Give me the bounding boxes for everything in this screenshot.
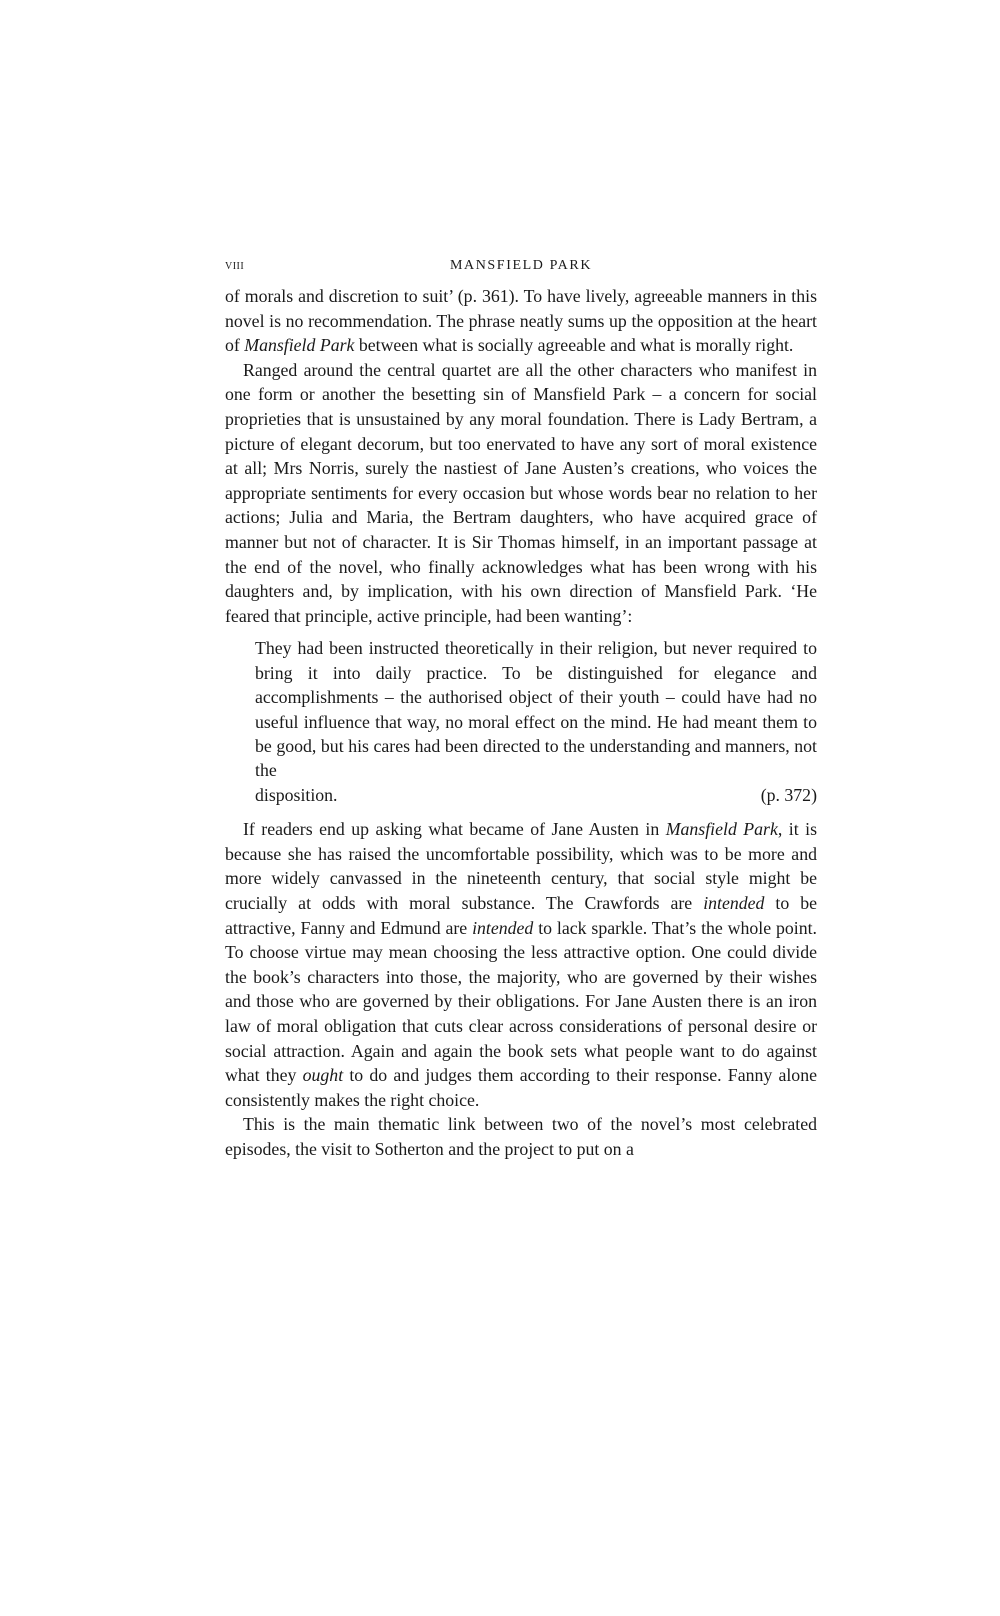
paragraph-3: [225, 817, 817, 1112]
block-quote: [255, 636, 817, 807]
paragraph-3-text-a: If readers end up asking what became of Jane Austen in: [243, 819, 666, 840]
page-number: viii: [225, 258, 245, 273]
paragraph-1: [225, 284, 817, 358]
paragraph-3-text-c: , it is because she has raised the uncomfortable possibility, which was to be more and more widely canvassed in the nineteenth century, that social style might be crucially at odds with moral substance. The Crawfords are: [225, 819, 818, 913]
block-quote-citation: (p. 372): [760, 784, 817, 805]
paragraph-1-text-c: between what is socially agreeable and what is morally right.: [354, 335, 794, 356]
paragraph-1-italic-title: Mansfield Park: [244, 335, 355, 356]
block-quote-last-word: disposition.: [255, 784, 338, 805]
paragraph-3-italic-intended-1: intended: [703, 892, 765, 913]
paragraph-3-italic-title: Mansfield Park: [665, 819, 778, 840]
paragraph-3-text-i: to do and judges them according to their response. Fanny alone consistently makes the right choice.: [225, 1065, 817, 1110]
running-head: [225, 258, 817, 280]
paragraph-3-italic-ought: ought: [302, 1065, 344, 1086]
paragraph-3-text-e: to be attractive, Fanny and Edmund are: [225, 892, 817, 938]
block-quote-text: They had been instructed theoretically in their religion, but never required to bring it into daily practice. To be distinguished for elegance and accomplishments – the authorised object of their youth – could have had no useful influence that way, no moral effect on the mind. He had meant them to be good, but his cares had been directed to the understanding and manners, not the: [255, 638, 817, 781]
paragraph-3-text-g: to lack sparkle. That’s the whole point. To choose virtue may mean choosing the less attractive option. One could divide the book’s characters into those, the majority, who are governed by their wishes and those who are governed by their obligations. For Jane Austen there is an iron law of moral obligation that cuts clear across considerations of personal desire or social attraction. Again and again the book sets what people want to do against what they: [225, 917, 818, 1086]
paragraph-2: Ranged around the central quartet are all the other characters who manifest in one form or another the besetting sin of Mansfield Park – a concern for social proprieties that is unsustained by any moral foundation. There is Lady Bertram, a picture of elegant decorum, but too enervated to have any sort of moral existence at all; Mrs Norris, surely the nastiest of Jane Austen’s creations, who voices the appropriate sentiments for every occasion but whose words bear no relation to her actions; Julia and Maria, the Bertram daughters, who have acquired grace of manner but not of character. It is Sir Thomas himself, in an important passage at the end of the novel, who finally acknowledges what has been wrong with his daughters and, by implication, with his own direction of Mansfield Park. ‘He feared that principle, active principle, had been wanting’:: [225, 359, 817, 626]
paragraph-4: This is the main thematic link between two of the novel’s most celebrated episodes, the visit to Sotherton and the project to put on a: [225, 1114, 817, 1159]
book-page: [225, 258, 817, 1161]
paragraph-3-italic-intended-2: intended: [472, 917, 534, 938]
running-title: MANSFIELD PARK: [449, 258, 593, 273]
paragraph-1-text-a: of morals and discretion to suit’ (p. 361). To have lively, agreeable manners in this novel is no recommendation. The phrase neatly sums up the opposition at the heart of: [225, 286, 817, 356]
body-text: [225, 284, 817, 1161]
block-quote-last-line: [255, 783, 817, 807]
